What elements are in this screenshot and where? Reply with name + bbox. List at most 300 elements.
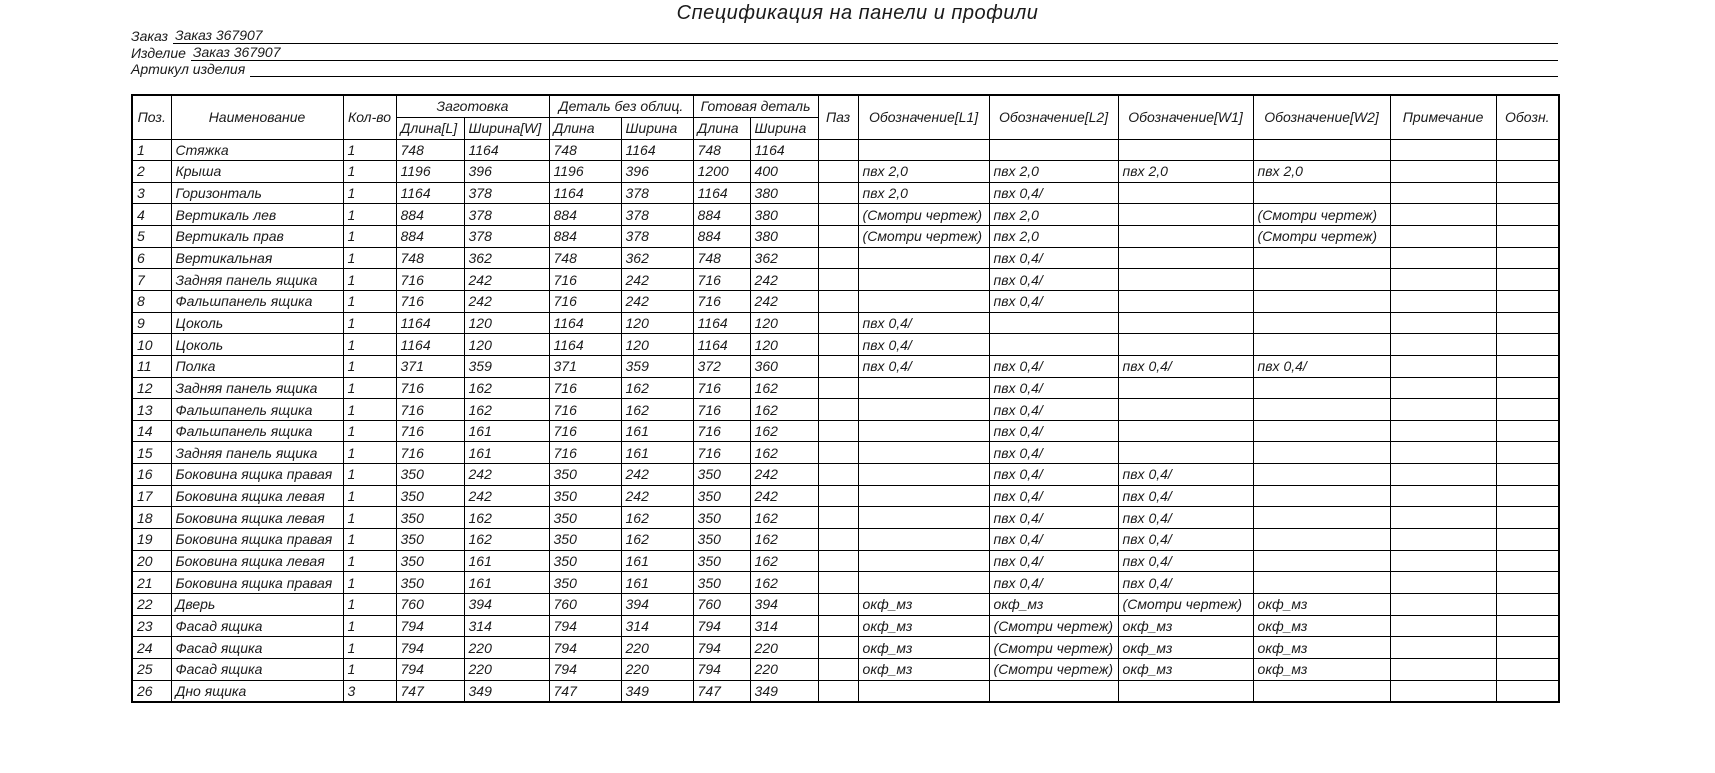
cell-designation bbox=[1496, 377, 1559, 399]
cell-pos: 3 bbox=[132, 182, 171, 204]
cell-mark-w2 bbox=[1253, 399, 1390, 421]
cell-mark-l2: пвх 0,4/ bbox=[989, 464, 1118, 486]
cell-finished-width: 242 bbox=[750, 290, 818, 312]
cell-qty: 1 bbox=[343, 550, 396, 572]
cell-nofacing-length: 884 bbox=[549, 226, 621, 248]
cell-mark-w2: окф_мз bbox=[1253, 658, 1390, 680]
table-row bbox=[132, 680, 1559, 702]
cell-nofacing-width: 220 bbox=[621, 658, 693, 680]
table-row bbox=[132, 182, 1559, 204]
cell-finished-length: 1164 bbox=[693, 182, 750, 204]
cell-name: Стяжка bbox=[171, 139, 343, 161]
cell-finished-length: 372 bbox=[693, 355, 750, 377]
cell-pos: 19 bbox=[132, 529, 171, 551]
cell-designation bbox=[1496, 464, 1559, 486]
cell-mark-l2 bbox=[989, 680, 1118, 702]
cell-blank-width: 220 bbox=[464, 637, 549, 659]
cell-groove bbox=[818, 161, 858, 183]
table-row bbox=[132, 334, 1559, 356]
cell-mark-l2: пвх 0,4/ bbox=[989, 442, 1118, 464]
cell-note bbox=[1390, 529, 1496, 551]
cell-mark-l1: пвх 2,0 bbox=[858, 182, 989, 204]
specification-table bbox=[131, 94, 1560, 703]
table-row bbox=[132, 572, 1559, 594]
cell-groove bbox=[818, 204, 858, 226]
cell-name: Фальшпанель ящика bbox=[171, 399, 343, 421]
cell-name: Задняя панель ящика bbox=[171, 442, 343, 464]
col-header-nofacing-group: Деталь без облиц. bbox=[549, 95, 693, 117]
cell-pos: 12 bbox=[132, 377, 171, 399]
cell-nofacing-width: 161 bbox=[621, 550, 693, 572]
cell-mark-w1 bbox=[1118, 420, 1253, 442]
cell-mark-w2 bbox=[1253, 420, 1390, 442]
cell-groove bbox=[818, 485, 858, 507]
cell-name: Боковина ящика правая bbox=[171, 572, 343, 594]
order-value: Заказ 367907 bbox=[173, 28, 1558, 44]
table-row bbox=[132, 658, 1559, 680]
cell-groove bbox=[818, 680, 858, 702]
cell-mark-l1: окф_мз bbox=[858, 658, 989, 680]
cell-nofacing-width: 242 bbox=[621, 485, 693, 507]
cell-qty: 1 bbox=[343, 507, 396, 529]
cell-note bbox=[1390, 658, 1496, 680]
cell-finished-length: 716 bbox=[693, 442, 750, 464]
cell-mark-w1 bbox=[1118, 182, 1253, 204]
cell-mark-l2: пвх 0,4/ bbox=[989, 529, 1118, 551]
cell-note bbox=[1390, 204, 1496, 226]
cell-mark-w1: окф_мз bbox=[1118, 637, 1253, 659]
cell-mark-w2 bbox=[1253, 529, 1390, 551]
table-row bbox=[132, 312, 1559, 334]
cell-blank-length: 350 bbox=[396, 550, 464, 572]
cell-note bbox=[1390, 507, 1496, 529]
cell-nofacing-length: 350 bbox=[549, 572, 621, 594]
cell-designation bbox=[1496, 507, 1559, 529]
cell-finished-width: 220 bbox=[750, 637, 818, 659]
cell-designation bbox=[1496, 658, 1559, 680]
cell-mark-l1: пвх 0,4/ bbox=[858, 355, 989, 377]
cell-name: Задняя панель ящика bbox=[171, 377, 343, 399]
cell-finished-width: 360 bbox=[750, 355, 818, 377]
cell-mark-w2 bbox=[1253, 464, 1390, 486]
cell-note bbox=[1390, 572, 1496, 594]
cell-qty: 1 bbox=[343, 420, 396, 442]
cell-mark-l2: пвх 0,4/ bbox=[989, 485, 1118, 507]
cell-nofacing-width: 161 bbox=[621, 572, 693, 594]
cell-designation bbox=[1496, 550, 1559, 572]
cell-note bbox=[1390, 377, 1496, 399]
cell-mark-w1: (Смотри чертеж) bbox=[1118, 593, 1253, 615]
cell-finished-length: 350 bbox=[693, 485, 750, 507]
table-row bbox=[132, 615, 1559, 637]
cell-finished-width: 120 bbox=[750, 334, 818, 356]
cell-nofacing-width: 242 bbox=[621, 290, 693, 312]
cell-groove bbox=[818, 139, 858, 161]
cell-blank-width: 396 bbox=[464, 161, 549, 183]
cell-mark-l1 bbox=[858, 550, 989, 572]
cell-designation bbox=[1496, 226, 1559, 248]
cell-mark-l2: пвх 0,4/ bbox=[989, 377, 1118, 399]
cell-mark-w1: пвх 0,4/ bbox=[1118, 355, 1253, 377]
cell-mark-l2: пвх 0,4/ bbox=[989, 247, 1118, 269]
cell-nofacing-length: 748 bbox=[549, 139, 621, 161]
table-row bbox=[132, 204, 1559, 226]
cell-finished-width: 380 bbox=[750, 226, 818, 248]
col-header-blank-group: Заготовка bbox=[396, 95, 549, 117]
cell-mark-l2: пвх 0,4/ bbox=[989, 182, 1118, 204]
cell-note bbox=[1390, 593, 1496, 615]
cell-name: Вертикальная bbox=[171, 247, 343, 269]
cell-finished-width: 162 bbox=[750, 442, 818, 464]
cell-mark-w1: окф_мз bbox=[1118, 658, 1253, 680]
cell-note bbox=[1390, 226, 1496, 248]
cell-mark-w2: (Смотри чертеж) bbox=[1253, 226, 1390, 248]
cell-blank-width: 120 bbox=[464, 312, 549, 334]
cell-nofacing-width: 394 bbox=[621, 593, 693, 615]
cell-designation bbox=[1496, 139, 1559, 161]
cell-nofacing-length: 716 bbox=[549, 399, 621, 421]
cell-mark-w1 bbox=[1118, 312, 1253, 334]
cell-nofacing-length: 1196 bbox=[549, 161, 621, 183]
cell-groove bbox=[818, 507, 858, 529]
cell-qty: 1 bbox=[343, 572, 396, 594]
cell-mark-l1 bbox=[858, 464, 989, 486]
table-row bbox=[132, 139, 1559, 161]
cell-mark-l1 bbox=[858, 247, 989, 269]
table-row bbox=[132, 529, 1559, 551]
cell-blank-length: 716 bbox=[396, 420, 464, 442]
cell-pos: 13 bbox=[132, 399, 171, 421]
cell-designation bbox=[1496, 334, 1559, 356]
cell-nofacing-length: 794 bbox=[549, 658, 621, 680]
cell-note bbox=[1390, 680, 1496, 702]
cell-pos: 17 bbox=[132, 485, 171, 507]
cell-name: Фальшпанель ящика bbox=[171, 420, 343, 442]
cell-mark-w1 bbox=[1118, 399, 1253, 421]
col-header-blank-length: Длина[L] bbox=[396, 117, 464, 139]
cell-note bbox=[1390, 485, 1496, 507]
cell-finished-length: 794 bbox=[693, 615, 750, 637]
cell-nofacing-width: 359 bbox=[621, 355, 693, 377]
cell-blank-length: 716 bbox=[396, 377, 464, 399]
header-group-row bbox=[132, 95, 1559, 117]
cell-nofacing-length: 1164 bbox=[549, 312, 621, 334]
cell-note bbox=[1390, 139, 1496, 161]
cell-blank-length: 884 bbox=[396, 204, 464, 226]
cell-pos: 11 bbox=[132, 355, 171, 377]
table-row bbox=[132, 637, 1559, 659]
cell-mark-l1 bbox=[858, 290, 989, 312]
cell-mark-w1: пвх 0,4/ bbox=[1118, 572, 1253, 594]
cell-designation bbox=[1496, 442, 1559, 464]
cell-groove bbox=[818, 399, 858, 421]
cell-mark-l1 bbox=[858, 680, 989, 702]
table-row bbox=[132, 161, 1559, 183]
col-header-mark-w1: Обозначение[W1] bbox=[1118, 95, 1253, 139]
cell-pos: 20 bbox=[132, 550, 171, 572]
col-header-mark-w2: Обозначение[W2] bbox=[1253, 95, 1390, 139]
table-row bbox=[132, 485, 1559, 507]
cell-name: Фасад ящика bbox=[171, 615, 343, 637]
cell-groove bbox=[818, 226, 858, 248]
cell-blank-length: 371 bbox=[396, 355, 464, 377]
cell-nofacing-length: 748 bbox=[549, 247, 621, 269]
cell-mark-w1 bbox=[1118, 269, 1253, 291]
cell-nofacing-length: 884 bbox=[549, 204, 621, 226]
col-header-qty: Кол-во bbox=[343, 95, 396, 139]
col-header-mark-l1: Обозначение[L1] bbox=[858, 95, 989, 139]
cell-mark-w2 bbox=[1253, 572, 1390, 594]
cell-note bbox=[1390, 247, 1496, 269]
cell-groove bbox=[818, 334, 858, 356]
cell-finished-length: 350 bbox=[693, 507, 750, 529]
cell-nofacing-width: 362 bbox=[621, 247, 693, 269]
cell-mark-w1: пвх 0,4/ bbox=[1118, 464, 1253, 486]
cell-mark-l2: окф_мз bbox=[989, 593, 1118, 615]
cell-designation bbox=[1496, 572, 1559, 594]
cell-mark-w1 bbox=[1118, 377, 1253, 399]
cell-pos: 10 bbox=[132, 334, 171, 356]
cell-pos: 21 bbox=[132, 572, 171, 594]
cell-finished-length: 350 bbox=[693, 464, 750, 486]
col-header-name: Наименование bbox=[171, 95, 343, 139]
cell-qty: 1 bbox=[343, 161, 396, 183]
cell-qty: 1 bbox=[343, 226, 396, 248]
cell-nofacing-width: 120 bbox=[621, 334, 693, 356]
table-row bbox=[132, 442, 1559, 464]
cell-nofacing-length: 794 bbox=[549, 615, 621, 637]
cell-groove bbox=[818, 550, 858, 572]
cell-pos: 14 bbox=[132, 420, 171, 442]
cell-finished-width: 314 bbox=[750, 615, 818, 637]
cell-mark-l1 bbox=[858, 269, 989, 291]
cell-note bbox=[1390, 464, 1496, 486]
cell-nofacing-length: 350 bbox=[549, 507, 621, 529]
cell-mark-l1: пвх 0,4/ bbox=[858, 334, 989, 356]
cell-name: Задняя панель ящика bbox=[171, 269, 343, 291]
product-label: Изделие bbox=[131, 44, 186, 61]
col-header-designation: Обозн. bbox=[1496, 95, 1559, 139]
cell-groove bbox=[818, 377, 858, 399]
cell-finished-length: 747 bbox=[693, 680, 750, 702]
cell-mark-w1 bbox=[1118, 290, 1253, 312]
cell-mark-w2: пвх 2,0 bbox=[1253, 161, 1390, 183]
cell-mark-w2: окф_мз bbox=[1253, 637, 1390, 659]
cell-designation bbox=[1496, 247, 1559, 269]
cell-mark-w1 bbox=[1118, 680, 1253, 702]
cell-blank-length: 716 bbox=[396, 290, 464, 312]
cell-mark-w1 bbox=[1118, 247, 1253, 269]
cell-nofacing-length: 350 bbox=[549, 464, 621, 486]
cell-qty: 1 bbox=[343, 485, 396, 507]
cell-designation bbox=[1496, 593, 1559, 615]
cell-finished-width: 162 bbox=[750, 550, 818, 572]
cell-mark-w1: пвх 0,4/ bbox=[1118, 529, 1253, 551]
cell-name: Боковина ящика левая bbox=[171, 485, 343, 507]
table-row bbox=[132, 377, 1559, 399]
cell-groove bbox=[818, 420, 858, 442]
cell-finished-width: 162 bbox=[750, 529, 818, 551]
cell-blank-width: 162 bbox=[464, 399, 549, 421]
cell-blank-width: 378 bbox=[464, 204, 549, 226]
cell-groove bbox=[818, 593, 858, 615]
cell-nofacing-length: 1164 bbox=[549, 182, 621, 204]
cell-blank-width: 220 bbox=[464, 658, 549, 680]
cell-pos: 25 bbox=[132, 658, 171, 680]
cell-groove bbox=[818, 572, 858, 594]
cell-designation bbox=[1496, 182, 1559, 204]
cell-mark-w1 bbox=[1118, 139, 1253, 161]
cell-mark-l2 bbox=[989, 334, 1118, 356]
cell-qty: 3 bbox=[343, 680, 396, 702]
cell-note bbox=[1390, 290, 1496, 312]
cell-nofacing-width: 242 bbox=[621, 269, 693, 291]
cell-mark-w1: пвх 0,4/ bbox=[1118, 485, 1253, 507]
cell-blank-width: 162 bbox=[464, 377, 549, 399]
cell-mark-l1 bbox=[858, 572, 989, 594]
cell-groove bbox=[818, 464, 858, 486]
cell-nofacing-width: 162 bbox=[621, 399, 693, 421]
cell-note bbox=[1390, 355, 1496, 377]
cell-name: Фасад ящика bbox=[171, 637, 343, 659]
cell-groove bbox=[818, 637, 858, 659]
cell-pos: 23 bbox=[132, 615, 171, 637]
cell-mark-l1 bbox=[858, 377, 989, 399]
cell-mark-w2: окф_мз bbox=[1253, 593, 1390, 615]
cell-mark-w2 bbox=[1253, 139, 1390, 161]
cell-name: Боковина ящика правая bbox=[171, 464, 343, 486]
cell-nofacing-length: 350 bbox=[549, 529, 621, 551]
cell-note bbox=[1390, 399, 1496, 421]
cell-groove bbox=[818, 355, 858, 377]
order-label: Заказ bbox=[131, 28, 168, 45]
cell-blank-length: 748 bbox=[396, 139, 464, 161]
cell-finished-length: 748 bbox=[693, 139, 750, 161]
cell-nofacing-width: 378 bbox=[621, 226, 693, 248]
cell-nofacing-width: 349 bbox=[621, 680, 693, 702]
cell-nofacing-length: 350 bbox=[549, 485, 621, 507]
cell-nofacing-width: 161 bbox=[621, 442, 693, 464]
cell-mark-w1: пвх 2,0 bbox=[1118, 161, 1253, 183]
cell-mark-l1: окф_мз bbox=[858, 637, 989, 659]
order-info-block bbox=[131, 28, 1558, 77]
cell-mark-w2 bbox=[1253, 680, 1390, 702]
col-header-finished-group: Готовая деталь bbox=[693, 95, 818, 117]
cell-blank-length: 760 bbox=[396, 593, 464, 615]
cell-blank-length: 884 bbox=[396, 226, 464, 248]
cell-finished-length: 350 bbox=[693, 529, 750, 551]
cell-finished-length: 748 bbox=[693, 247, 750, 269]
cell-mark-w1 bbox=[1118, 334, 1253, 356]
cell-mark-w2 bbox=[1253, 334, 1390, 356]
cell-note bbox=[1390, 420, 1496, 442]
cell-mark-l1 bbox=[858, 529, 989, 551]
article-label: Артикул изделия bbox=[131, 60, 246, 77]
cell-mark-w2: пвх 0,4/ bbox=[1253, 355, 1390, 377]
cell-mark-l2: пвх 2,0 bbox=[989, 204, 1118, 226]
cell-designation bbox=[1496, 355, 1559, 377]
cell-blank-length: 716 bbox=[396, 269, 464, 291]
cell-mark-w2 bbox=[1253, 247, 1390, 269]
cell-qty: 1 bbox=[343, 442, 396, 464]
cell-blank-length: 1164 bbox=[396, 334, 464, 356]
cell-finished-width: 380 bbox=[750, 182, 818, 204]
table-header bbox=[132, 95, 1559, 139]
table-row bbox=[132, 593, 1559, 615]
cell-pos: 24 bbox=[132, 637, 171, 659]
cell-qty: 1 bbox=[343, 312, 396, 334]
cell-name: Полка bbox=[171, 355, 343, 377]
cell-groove bbox=[818, 247, 858, 269]
cell-designation bbox=[1496, 529, 1559, 551]
cell-designation bbox=[1496, 269, 1559, 291]
col-header-mark-l2: Обозначение[L2] bbox=[989, 95, 1118, 139]
cell-blank-width: 378 bbox=[464, 226, 549, 248]
cell-note bbox=[1390, 637, 1496, 659]
table-row bbox=[132, 550, 1559, 572]
cell-blank-width: 242 bbox=[464, 464, 549, 486]
cell-finished-length: 716 bbox=[693, 420, 750, 442]
cell-qty: 1 bbox=[343, 290, 396, 312]
cell-nofacing-length: 371 bbox=[549, 355, 621, 377]
cell-pos: 8 bbox=[132, 290, 171, 312]
cell-mark-w2 bbox=[1253, 377, 1390, 399]
cell-pos: 5 bbox=[132, 226, 171, 248]
cell-mark-l2: пвх 2,0 bbox=[989, 226, 1118, 248]
cell-mark-l2 bbox=[989, 139, 1118, 161]
cell-nofacing-length: 794 bbox=[549, 637, 621, 659]
cell-mark-l2: пвх 0,4/ bbox=[989, 572, 1118, 594]
cell-pos: 9 bbox=[132, 312, 171, 334]
cell-mark-l1: (Смотри чертеж) bbox=[858, 226, 989, 248]
cell-finished-width: 349 bbox=[750, 680, 818, 702]
cell-blank-width: 161 bbox=[464, 550, 549, 572]
table-row bbox=[132, 290, 1559, 312]
cell-name: Фасад ящика bbox=[171, 658, 343, 680]
cell-pos: 18 bbox=[132, 507, 171, 529]
cell-mark-w1 bbox=[1118, 442, 1253, 464]
cell-blank-width: 242 bbox=[464, 269, 549, 291]
cell-pos: 22 bbox=[132, 593, 171, 615]
cell-designation bbox=[1496, 399, 1559, 421]
cell-qty: 1 bbox=[343, 334, 396, 356]
cell-nofacing-length: 716 bbox=[549, 269, 621, 291]
cell-finished-length: 760 bbox=[693, 593, 750, 615]
cell-nofacing-width: 162 bbox=[621, 529, 693, 551]
cell-mark-w1: пвх 0,4/ bbox=[1118, 507, 1253, 529]
cell-mark-w2 bbox=[1253, 550, 1390, 572]
cell-mark-w2 bbox=[1253, 485, 1390, 507]
cell-mark-l2: пвх 0,4/ bbox=[989, 507, 1118, 529]
cell-qty: 1 bbox=[343, 658, 396, 680]
cell-finished-width: 362 bbox=[750, 247, 818, 269]
cell-mark-l2: пвх 0,4/ bbox=[989, 355, 1118, 377]
cell-nofacing-length: 716 bbox=[549, 290, 621, 312]
col-header-finished-length: Длина bbox=[693, 117, 750, 139]
table-row bbox=[132, 464, 1559, 486]
cell-name: Цоколь bbox=[171, 312, 343, 334]
col-header-note: Примечание bbox=[1390, 95, 1496, 139]
cell-note bbox=[1390, 312, 1496, 334]
cell-mark-w2 bbox=[1253, 269, 1390, 291]
cell-name: Вертикаль лев bbox=[171, 204, 343, 226]
cell-mark-l1: пвх 2,0 bbox=[858, 161, 989, 183]
col-header-blank-width: Ширина[W] bbox=[464, 117, 549, 139]
cell-mark-w2: (Смотри чертеж) bbox=[1253, 204, 1390, 226]
cell-pos: 15 bbox=[132, 442, 171, 464]
cell-nofacing-width: 314 bbox=[621, 615, 693, 637]
table-row bbox=[132, 226, 1559, 248]
